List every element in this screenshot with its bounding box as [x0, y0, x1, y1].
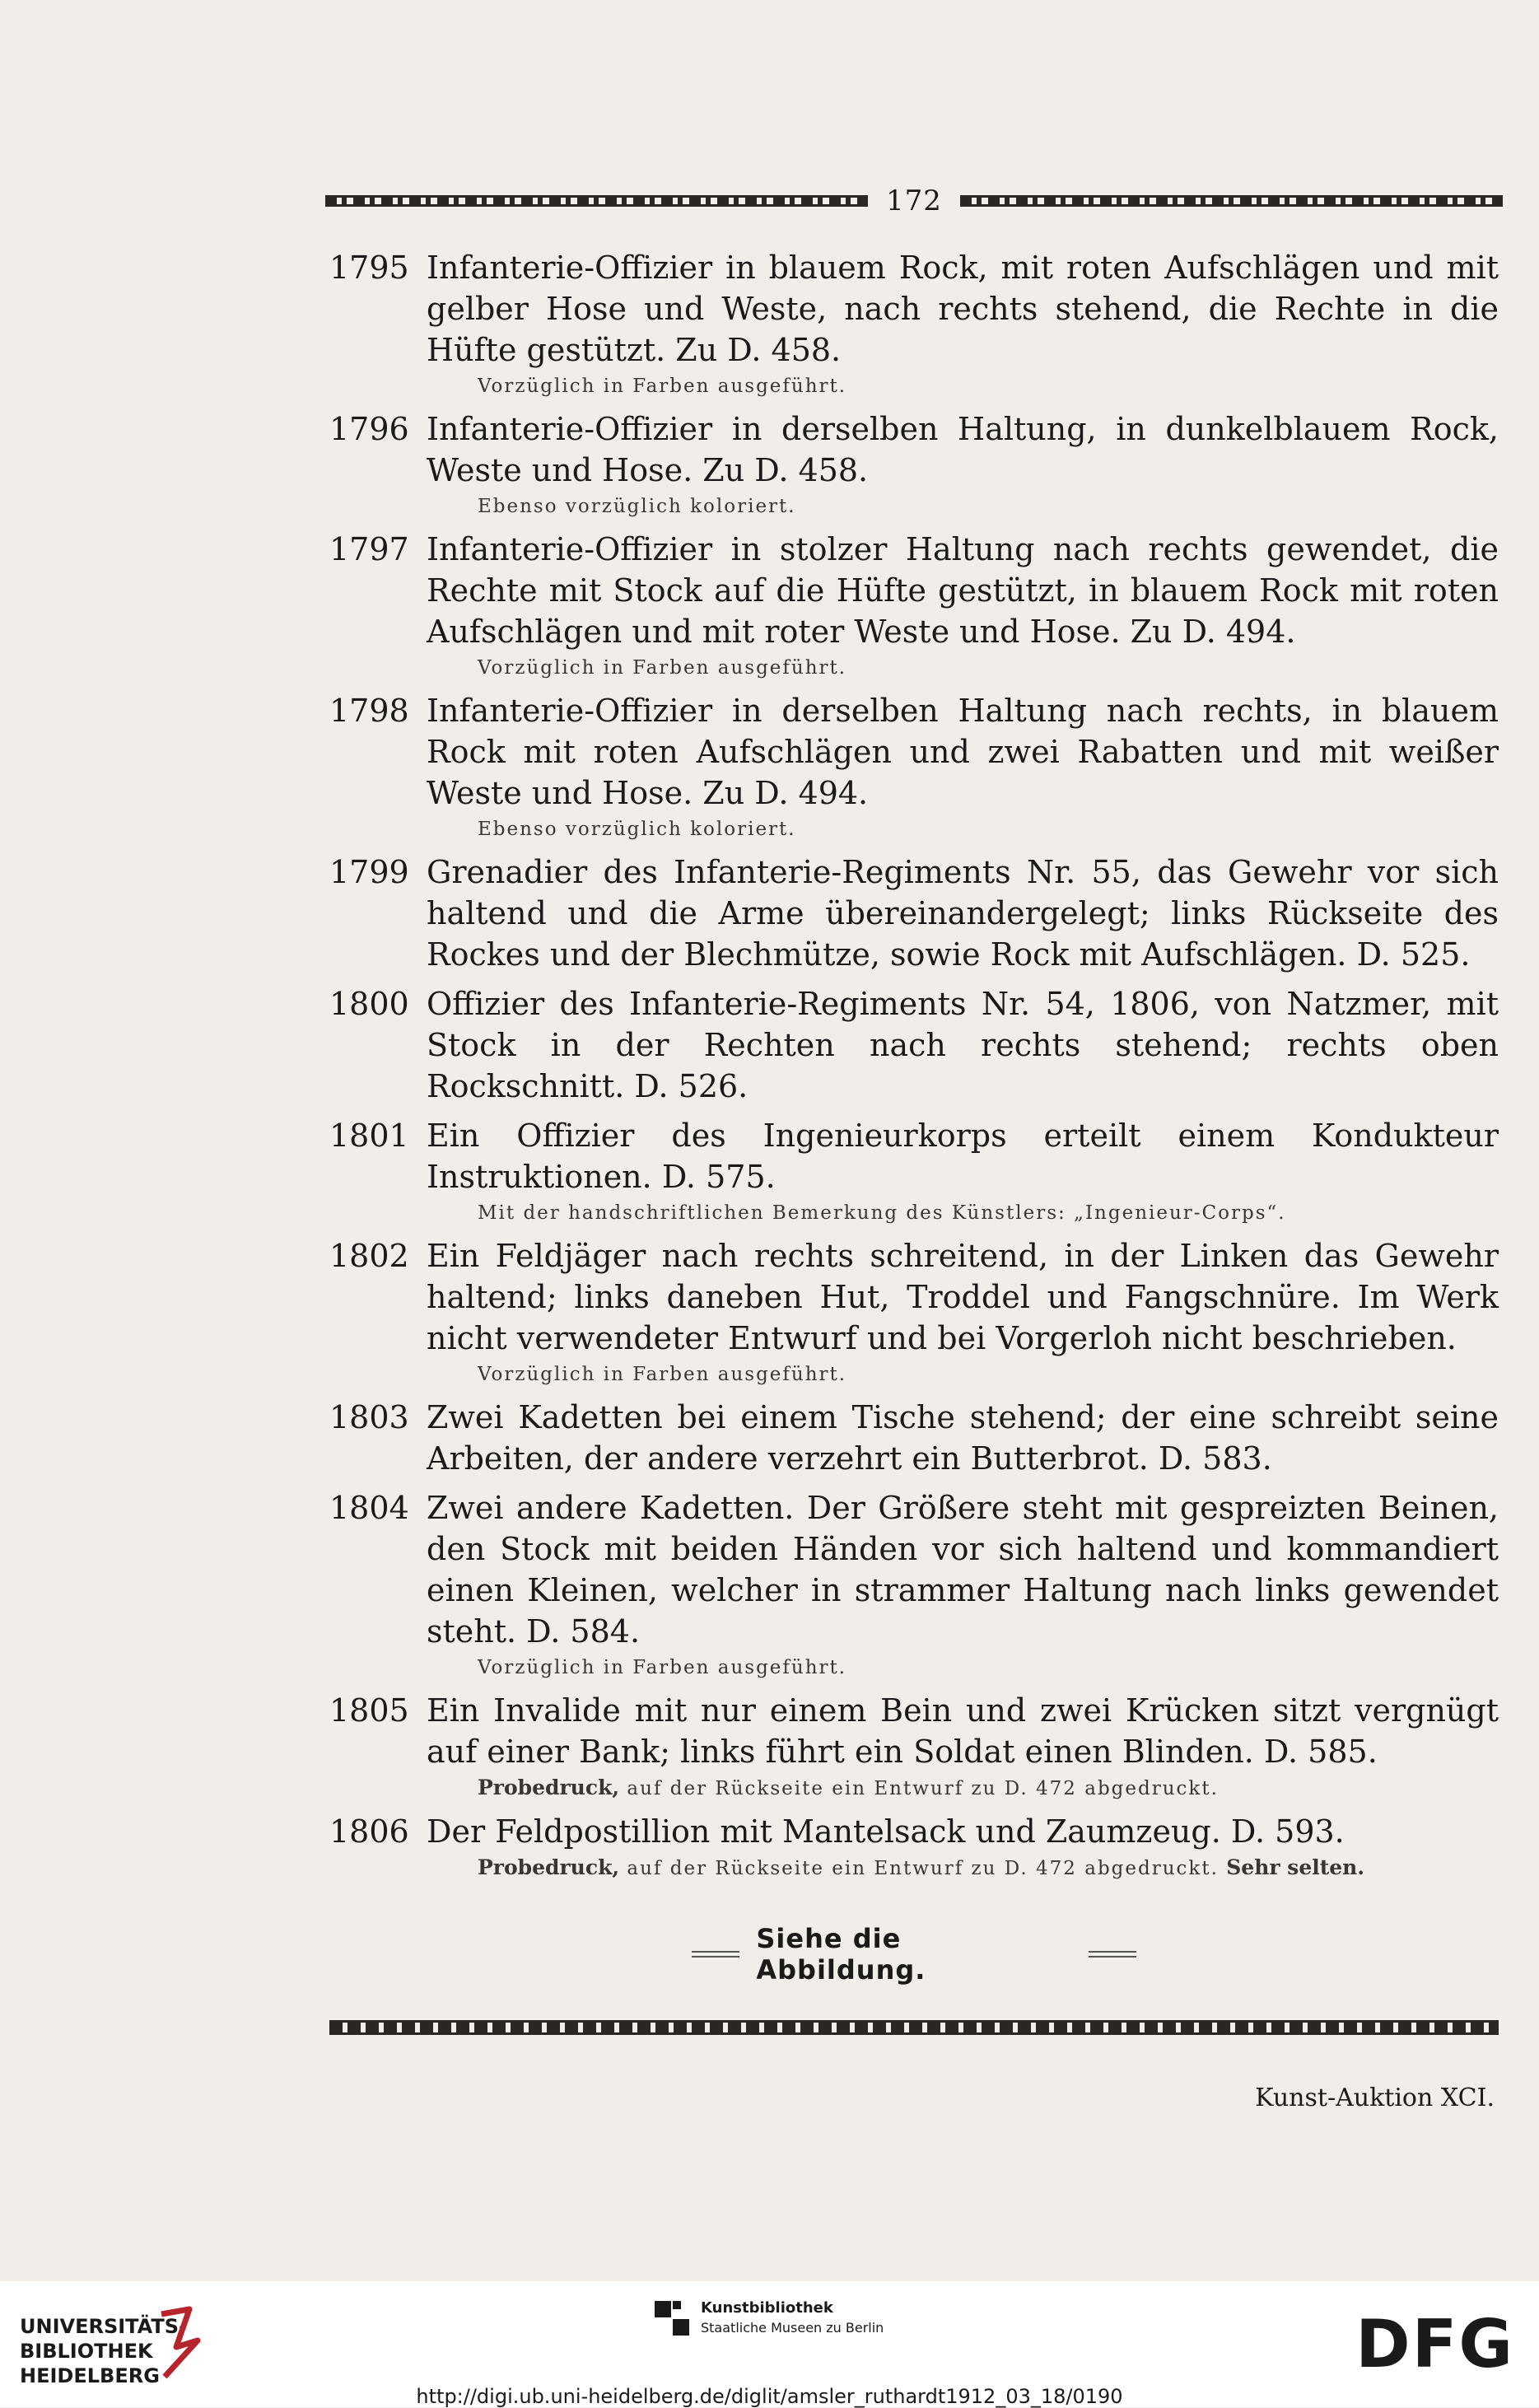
entry-body [427, 1397, 1499, 1479]
entry-number: 1802 [329, 1238, 409, 1274]
entry-description: Zwei Kadetten bei einem Tische stehend; der eine schreibt seine Arbeiten, der andere verzehrt ein Butterbrot. D. 583. [427, 1399, 1499, 1477]
catalogue-entry [329, 983, 1499, 1107]
entry-body [427, 1690, 1499, 1803]
page-header [325, 184, 1503, 217]
entry-body [427, 690, 1499, 843]
entry-description: Infanterie-Offizier in derselben Haltung nach rechts, in blauem Rock mit roten Aufschlägen und zwei Rabatten und mit weißer Weste und Hose. Zu D. 494. [427, 693, 1499, 811]
entry-body [427, 1235, 1499, 1388]
catalogue-entry [329, 1811, 1499, 1883]
entry-description: Ein Offizier des Ingenieurkorps erteilt einem Kondukteur Instruktionen. D. 575. [427, 1118, 1499, 1195]
entry-note [427, 1774, 1499, 1803]
entry-number: 1800 [329, 986, 409, 1022]
entry-number: 1798 [329, 693, 409, 729]
entry-body [427, 408, 1499, 520]
entry-note [427, 1199, 1499, 1227]
ub-line-2: BIBLIOTHEK [20, 2340, 153, 2363]
entry-note-lead: Probedruck, [478, 1776, 620, 1799]
entry-note [427, 654, 1499, 682]
catalogue-entries [329, 247, 1499, 1891]
entry-note-text: Mit der handschriftlichen Bemerkung des Künstlers: „Ingenieur-Corps“. [478, 1202, 1286, 1224]
dfg-logo[interactable]: DFG [1355, 2306, 1514, 2382]
entry-note [427, 372, 1499, 400]
dash-right [1089, 1951, 1136, 1958]
entry-note [427, 492, 1499, 520]
entry-description: Ein Feldjäger nach rechts schreitend, in der Linken das Gewehr haltend; links daneben Hut, Troddel und Fangschnüre. Im Werk nicht verwendeter Entwurf und bei Vorgerloh nicht beschrieben. [427, 1238, 1499, 1356]
entry-note [427, 1654, 1499, 1682]
entry-body [427, 1811, 1499, 1883]
entry-number: 1801 [329, 1118, 409, 1154]
entry-number: 1803 [329, 1399, 409, 1435]
entry-body [427, 852, 1499, 975]
kunstbibliothek-mark-icon [655, 2301, 691, 2337]
entry-body [427, 1487, 1499, 1682]
catalogue-entry [329, 408, 1499, 520]
entry-number: 1796 [329, 411, 409, 447]
catalogue-entry [329, 1235, 1499, 1388]
entry-note-text: Vorzüglich in Farben ausgeführt. [478, 1657, 847, 1678]
entry-note-text: auf der Rückseite ein Entwurf zu D. 472 abgedruckt. [627, 1858, 1219, 1879]
entry-note-text: auf der Rückseite ein Entwurf zu D. 472 abgedruckt. [627, 1778, 1219, 1799]
entry-note [427, 1854, 1499, 1883]
page-number: 172 [886, 184, 942, 217]
institution-strip [0, 2281, 1539, 2407]
catalogue-entry [329, 852, 1499, 975]
see-figure-text: Siehe die Abbildung. [756, 1923, 926, 1986]
entry-number: 1806 [329, 1813, 409, 1850]
catalogue-entry [329, 529, 1499, 682]
entry-note-text: Ebenso vorzüglich koloriert. [478, 819, 796, 840]
catalogue-entry [329, 690, 1499, 843]
entry-note-text: Vorzüglich in Farben ausgeführt. [478, 657, 847, 679]
entry-body [427, 983, 1499, 1107]
ub-line-1: UNIVERSITÄTS- [20, 2315, 188, 2338]
entry-description: Zwei andere Kadetten. Der Größere steht mit gespreizten Beinen, den Stock mit beiden Händen vor sich haltend und kommandiert einen Kleinen, welcher in strammer Haltung nach links gewendet steht. D. 584. [427, 1490, 1499, 1650]
footer-ornament [329, 2020, 1499, 2035]
entry-body [427, 1115, 1499, 1227]
entry-number: 1799 [329, 854, 409, 890]
entry-description: Der Feldpostillion mit Mantelsack und Zaumzeug. D. 593. [427, 1813, 1345, 1850]
entry-description: Offizier des Infanterie-Regiments Nr. 54, 1806, von Natzmer, mit Stock in der Rechten nach rechts stehend; rechts oben Rockschnitt. D. 526. [427, 986, 1499, 1104]
permalink-url[interactable]: http://digi.ub.uni-heidelberg.de/diglit/amsler_ruthardt1912_03_18/0190 [416, 2385, 1123, 2408]
entry-note [427, 815, 1499, 843]
entry-number: 1797 [329, 531, 409, 567]
entry-description: Infanterie-Offizier in blauem Rock, mit roten Aufschlägen und mit gelber Hose und Weste, nach rechts stehend, die Rechte in die Hüfte gestützt. Zu D. 458. [427, 250, 1499, 368]
entry-body [427, 247, 1499, 400]
entry-note-text: Ebenso vorzüglich koloriert. [478, 496, 796, 517]
entry-number: 1805 [329, 1692, 409, 1729]
catalogue-entry [329, 1397, 1499, 1479]
entry-number: 1795 [329, 250, 409, 286]
catalogue-entry [329, 1487, 1499, 1682]
ub-emblem-icon [156, 2306, 203, 2380]
entry-note-text: Vorzüglich in Farben ausgeführt. [478, 1364, 847, 1385]
catalogue-label: Kunst-Auktion XCI. [1255, 2084, 1495, 2112]
entry-note-trail: Sehr selten. [1226, 1855, 1365, 1879]
entry-description: Grenadier des Infanterie-Regiments Nr. 55, das Gewehr vor sich haltend und die Arme übereinandergelegt; links Rückseite des Rockes und der Blechmütze, sowie Rock mit Aufschlägen. D. 525. [427, 854, 1499, 973]
entry-body [427, 529, 1499, 682]
kb-title: Kunstbibliothek [701, 2299, 833, 2317]
header-ornament-right [960, 195, 1503, 207]
dash-left [692, 1951, 739, 1958]
entry-description: Infanterie-Offizier in stolzer Haltung nach rechts gewendet, die Rechte mit Stock auf die Hüfte gestützt, in blauem Rock mit roten Aufschlägen und mit roter Weste und Hose. Zu D. 494. [427, 531, 1499, 650]
catalogue-entry [329, 1115, 1499, 1227]
kb-subtitle: Staatliche Museen zu Berlin [701, 2320, 884, 2336]
see-figure-line [692, 1923, 1136, 1986]
entry-note [427, 1360, 1499, 1388]
entry-number: 1804 [329, 1490, 409, 1526]
header-ornament-left [325, 195, 868, 207]
entry-note-text: Vorzüglich in Farben ausgeführt. [478, 376, 847, 397]
ub-line-3: HEIDELBERG [20, 2364, 160, 2387]
entry-description: Ein Invalide mit nur einem Bein und zwei Krücken sitzt vergnügt auf einer Bank; links führt ein Soldat einen Blinden. D. 585. [427, 1692, 1499, 1770]
entry-note-lead: Probedruck, [478, 1855, 620, 1879]
entry-description: Infanterie-Offizier in derselben Haltung, in dunkelblauem Rock, Weste und Hose. Zu D. 458. [427, 411, 1499, 488]
catalogue-entry [329, 1690, 1499, 1803]
catalogue-entry [329, 247, 1499, 400]
